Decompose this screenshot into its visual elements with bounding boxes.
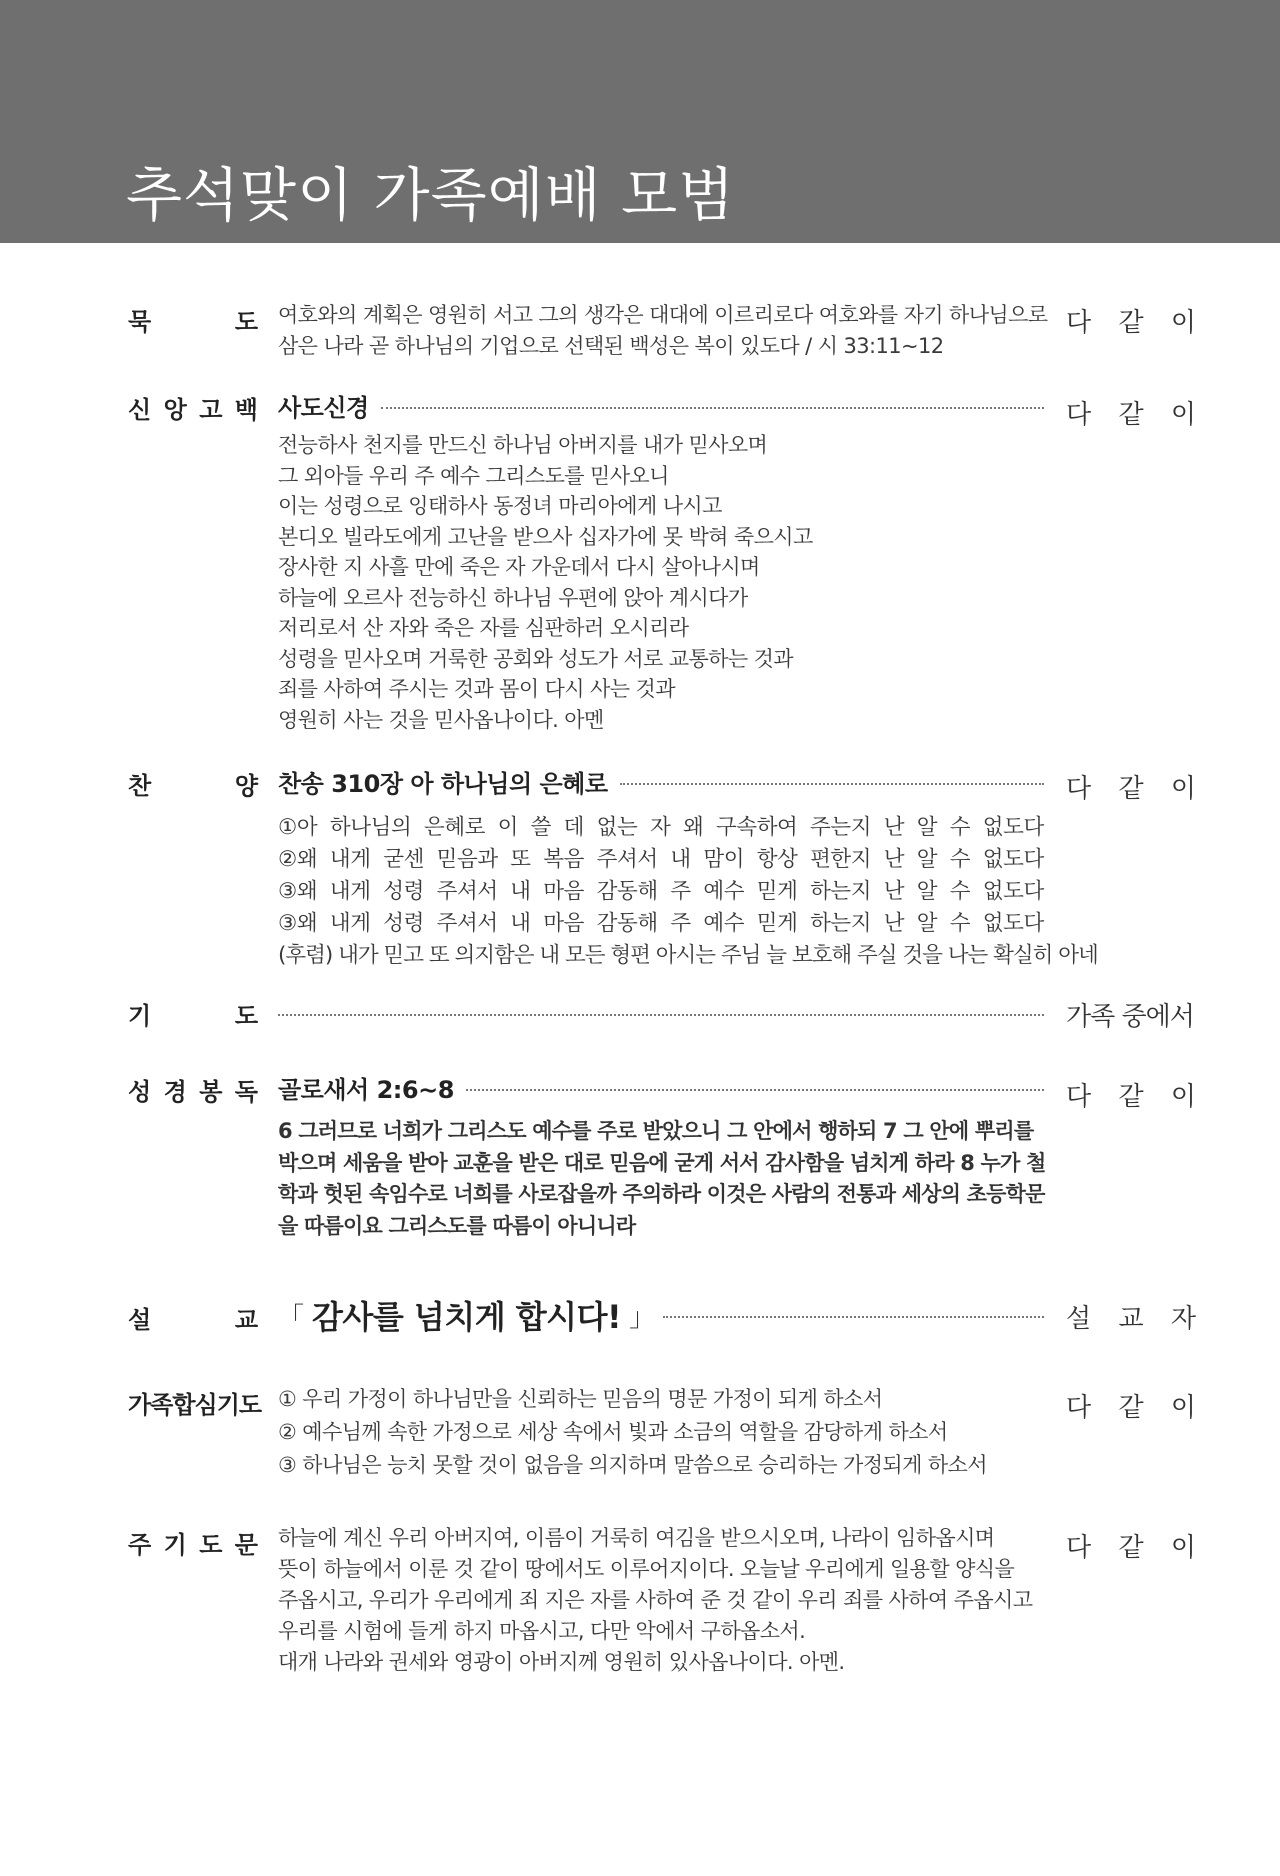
label-char: 봉 — [199, 1078, 223, 1106]
text-line: ① 우리 가정이 하나님만을 신뢰하는 믿음의 명문 가정이 되게 하소서 — [278, 1387, 883, 1411]
hymn-word: 수 — [949, 815, 971, 840]
hymn-word: 없는 — [596, 815, 638, 840]
section-title: 사도신경 — [278, 394, 369, 422]
hymn-word: 난 — [883, 815, 905, 840]
hymn-word: 예수 — [703, 879, 745, 904]
label-char: 고 — [199, 396, 223, 424]
text-line: 박으며 세움을 받아 교훈을 받은 대로 믿음에 굳게 서서 감사함을 넘치게 하라 8 누가 철 — [278, 1150, 1046, 1175]
section-body — [278, 1383, 1046, 1482]
hymn-word: 성령 — [383, 879, 424, 904]
hymn-word: 주셔서 — [596, 847, 658, 872]
hymn-word: 항상 — [756, 847, 798, 872]
hymn-verse — [278, 908, 1044, 940]
hymn-word: 성령 — [383, 911, 424, 936]
participant-char: 같 — [1118, 1082, 1144, 1112]
hymn-verse — [278, 876, 1044, 908]
section-label — [128, 766, 258, 801]
participant-char: 이 — [1170, 1533, 1196, 1563]
label-char: 앙 — [163, 396, 187, 424]
participant-char: 같 — [1118, 1393, 1144, 1423]
hymn-word: 편한지 — [810, 847, 872, 872]
section-label — [128, 1072, 258, 1107]
text-line: 학과 헛된 속임수로 너희를 사로잡을까 주의하라 이것은 사람의 전통과 세상의 초등학문 — [278, 1182, 1045, 1206]
section-body — [278, 430, 1046, 735]
participant-char: 이 — [1170, 1082, 1196, 1112]
text-line: 성령을 믿사오며 거룩한 공회와 성도가 서로 교통하는 것과 — [278, 646, 793, 671]
participant — [1066, 1076, 1196, 1113]
text-line: 이는 성령으로 잉태하사 동정녀 마리아에게 나시고 — [278, 494, 722, 518]
text-line: 하늘에 계신 우리 아버지여, 이름이 거룩히 여김을 받으시오며, 나라이 임하옵시며 — [278, 1526, 995, 1550]
participant-char: 이 — [1170, 1393, 1196, 1423]
hymn-verse — [278, 812, 1044, 844]
label-char: 주 — [128, 1531, 152, 1559]
section-title-row — [278, 764, 1044, 799]
participant — [1066, 1298, 1196, 1335]
section-body — [278, 1523, 1046, 1678]
hymn-word: 없도다 — [982, 815, 1044, 840]
participant — [1066, 1527, 1196, 1564]
hymn-word: 믿음과 — [436, 847, 498, 872]
hymn-word: 감동해 — [596, 879, 658, 904]
sermon-title: 감사를 넘치게 합시다! — [312, 1298, 622, 1336]
section-label — [128, 390, 258, 425]
section-title-row — [278, 1292, 1044, 1338]
label-char: 찬 — [128, 772, 152, 800]
hymn-word: 예수 — [703, 911, 745, 936]
section-title-row — [278, 388, 1044, 423]
text-line: 우리를 시험에 들게 하지 마옵시고, 다만 악에서 구하옵소서. — [278, 1619, 806, 1643]
hymn-word: 데 — [563, 815, 585, 840]
label-char: 도 — [199, 1531, 223, 1559]
hymn-word: ①아 — [278, 815, 318, 840]
hymn-word: 주 — [670, 911, 691, 936]
hymn-word: 없도다 — [982, 879, 1044, 904]
participant — [1066, 302, 1196, 339]
text-line: ② 예수님께 속한 가정으로 세상 속에서 빛과 소금의 역할을 감당하게 하소서 — [278, 1420, 948, 1444]
text-line: 그 외아들 우리 주 예수 그리스도를 믿사오니 — [278, 463, 669, 488]
label-char: 성 — [128, 1078, 152, 1106]
label-char: 기 — [163, 1531, 187, 1559]
participant-char: 같 — [1118, 1533, 1144, 1563]
title-banner — [0, 0, 1280, 243]
hymn-word: 난 — [883, 879, 905, 904]
hymn-verses — [278, 812, 1098, 972]
participant-char: 이 — [1170, 774, 1196, 804]
section-label — [128, 1385, 262, 1420]
section-title-row — [278, 1010, 1044, 1016]
participant-char: 다 — [1066, 774, 1092, 804]
hymn-word: 하나님의 — [329, 815, 412, 840]
text-line: 삼은 나라 곧 하나님의 기업으로 선택된 백성은 복이 있도다 / 시 33:11∼12 — [278, 333, 944, 358]
text-line: 하늘에 오르사 전능하신 하나님 우편에 앉아 계시다가 — [278, 585, 748, 610]
participant-text: 가족 중에서 — [1066, 1002, 1194, 1032]
participant — [1066, 394, 1196, 431]
hymn-word: 쓸 — [530, 815, 552, 840]
section-body — [278, 300, 1046, 361]
label-char: 경 — [163, 1078, 187, 1106]
text-line: 영원히 사는 것을 믿사옵나이다. 아멘 — [278, 707, 604, 732]
hymn-word: 내 — [510, 879, 531, 904]
text-line: ③ 하나님은 능치 못할 것이 없음을 의지하며 말씀으로 승리하는 가정되게 하소서 — [278, 1453, 987, 1477]
hymn-word: 내게 — [329, 879, 371, 904]
hymn-word: 하는지 — [810, 879, 872, 904]
label-char: 도 — [234, 308, 258, 336]
dotted-leader — [663, 1316, 1044, 1318]
text-line: 죄를 사하여 주시는 것과 몸이 다시 사는 것과 — [278, 677, 675, 701]
hymn-word: 난 — [883, 911, 905, 936]
hymn-verse — [278, 844, 1044, 876]
participant-char: 설 — [1066, 1304, 1092, 1334]
hymn-word: 주셔서 — [436, 879, 498, 904]
hymn-word: 없도다 — [982, 911, 1044, 936]
hymn-word: 수 — [949, 911, 971, 936]
section-title-row — [278, 1070, 1044, 1105]
hymn-word: 내 — [510, 911, 531, 936]
hymn-word: 자 — [649, 815, 671, 840]
hymn-word: 주셔서 — [436, 911, 498, 936]
label-char: 도 — [234, 1002, 258, 1030]
hymn-word: 주 — [670, 879, 691, 904]
hymn-word: 이 — [497, 815, 519, 840]
hymn-word: 알 — [916, 911, 938, 936]
participant-char: 다 — [1066, 1533, 1092, 1563]
participant-char: 다 — [1066, 308, 1092, 338]
label-char: 설 — [128, 1306, 152, 1334]
label-char: 독 — [234, 1078, 258, 1106]
dotted-leader — [381, 407, 1044, 409]
scripture-text — [278, 1116, 1046, 1242]
hymn-word: 구속하여 — [715, 815, 798, 840]
hymn-word: ②왜 — [278, 847, 318, 872]
label-text: 가족합심기도 — [128, 1391, 262, 1419]
section-label — [128, 1300, 258, 1335]
hymn-word: 알 — [916, 879, 938, 904]
hymn-word: 알 — [916, 815, 938, 840]
hymn-word: 내 — [670, 847, 691, 872]
hymn-word: 없도다 — [982, 847, 1044, 872]
participant-char: 같 — [1118, 774, 1144, 804]
hymn-word: 또 — [510, 847, 531, 872]
text-line: 대개 나라와 권세와 영광이 아버지께 영원히 있사옵나이다. 아멘. — [278, 1650, 845, 1674]
text-line: 여호와의 계획은 영원히 서고 그의 생각은 대대에 이르리로다 여호와를 자기 하나님으로 — [278, 303, 1048, 327]
hymn-word: ③왜 — [278, 879, 318, 904]
label-char: 신 — [128, 396, 152, 424]
participant — [1066, 768, 1196, 805]
participant-char: 이 — [1170, 308, 1196, 338]
hymn-word: 수 — [949, 847, 971, 872]
hymn-word: 감동해 — [596, 911, 658, 936]
dotted-leader — [278, 1014, 1044, 1016]
text-line: 저리로서 산 자와 죽은 자를 심판하러 오시리라 — [278, 616, 689, 640]
hymn-word: 난 — [883, 847, 905, 872]
open-bracket: 「 — [278, 1302, 305, 1333]
label-char: 양 — [234, 772, 258, 800]
page-title: 추석맞이 가족예배 모범 — [126, 161, 736, 229]
hymn-word: 맘이 — [703, 847, 745, 872]
hymn-refrain: (후렴) 내가 믿고 또 의지함은 내 모든 형편 아시는 주님 늘 보호해 주실 것을 나는 확실히 아네 — [278, 943, 1098, 968]
hymn-word: 알 — [916, 847, 938, 872]
label-char: 백 — [234, 396, 258, 424]
text-line: 본디오 빌라도에게 고난을 받으사 십자가에 못 박혀 죽으시고 — [278, 524, 813, 549]
text-line: 뜻이 하늘에서 이룬 것 같이 땅에서도 이루어지이다. 오늘날 우리에게 일용할 양식을 — [278, 1557, 1015, 1581]
section-title: 골로새서 2:6∼8 — [278, 1076, 454, 1104]
participant — [1066, 1387, 1196, 1424]
hymn-word: ③왜 — [278, 911, 318, 936]
participant-char: 같 — [1118, 308, 1144, 338]
hymn-word: 믿게 — [756, 911, 798, 936]
participant-char: 교 — [1118, 1304, 1144, 1334]
section-title: 찬송 310장 아 하나님의 은혜로 — [278, 770, 608, 798]
hymn-word: 마음 — [543, 911, 585, 936]
close-bracket: 」 — [629, 1302, 656, 1333]
participant-char: 다 — [1066, 1393, 1092, 1423]
dotted-leader — [620, 783, 1044, 785]
text-line: 장사한 지 사흘 만에 죽은 자 가운데서 다시 살아나시며 — [278, 555, 760, 579]
section-label — [128, 302, 258, 337]
hymn-word: 하는지 — [810, 911, 872, 936]
label-char: 기 — [128, 1002, 152, 1030]
hymn-word: 굳센 — [383, 847, 424, 872]
section-label — [128, 996, 258, 1031]
label-char: 문 — [234, 1531, 258, 1559]
participant — [1066, 996, 1196, 1033]
hymn-word: 수 — [949, 879, 971, 904]
hymn-word: 믿게 — [756, 879, 798, 904]
dotted-leader — [466, 1089, 1044, 1091]
text-line: 전능하사 천지를 만드신 하나님 아버지를 내가 믿사오며 — [278, 433, 768, 457]
label-char: 교 — [234, 1306, 258, 1334]
text-line: 주옵시고, 우리가 우리에게 죄 지은 자를 사하여 준 것 같이 우리 죄를 사하여 주옵시고 — [278, 1588, 1033, 1612]
participant-char: 다 — [1066, 1082, 1092, 1112]
hymn-word: 복음 — [543, 847, 585, 872]
text-line: 6 그러므로 너희가 그리스도 예수를 주로 받았으니 그 안에서 행하되 7 그 안에 뿌리를 — [278, 1119, 1034, 1143]
hymn-word: 왜 — [682, 815, 704, 840]
hymn-word: 마음 — [543, 879, 585, 904]
participant-char: 이 — [1170, 400, 1196, 430]
hymn-word: 은혜로 — [423, 815, 486, 840]
participant-char: 다 — [1066, 400, 1092, 430]
participant-char: 같 — [1118, 400, 1144, 430]
section-label — [128, 1525, 258, 1560]
text-line: 을 따름이요 그리스도를 따름이 아니니라 — [278, 1213, 636, 1238]
label-char: 묵 — [128, 308, 152, 336]
hymn-word: 내게 — [329, 847, 371, 872]
participant-char: 자 — [1170, 1304, 1196, 1334]
hymn-word: 주는지 — [810, 815, 872, 840]
hymn-word: 내게 — [329, 911, 371, 936]
